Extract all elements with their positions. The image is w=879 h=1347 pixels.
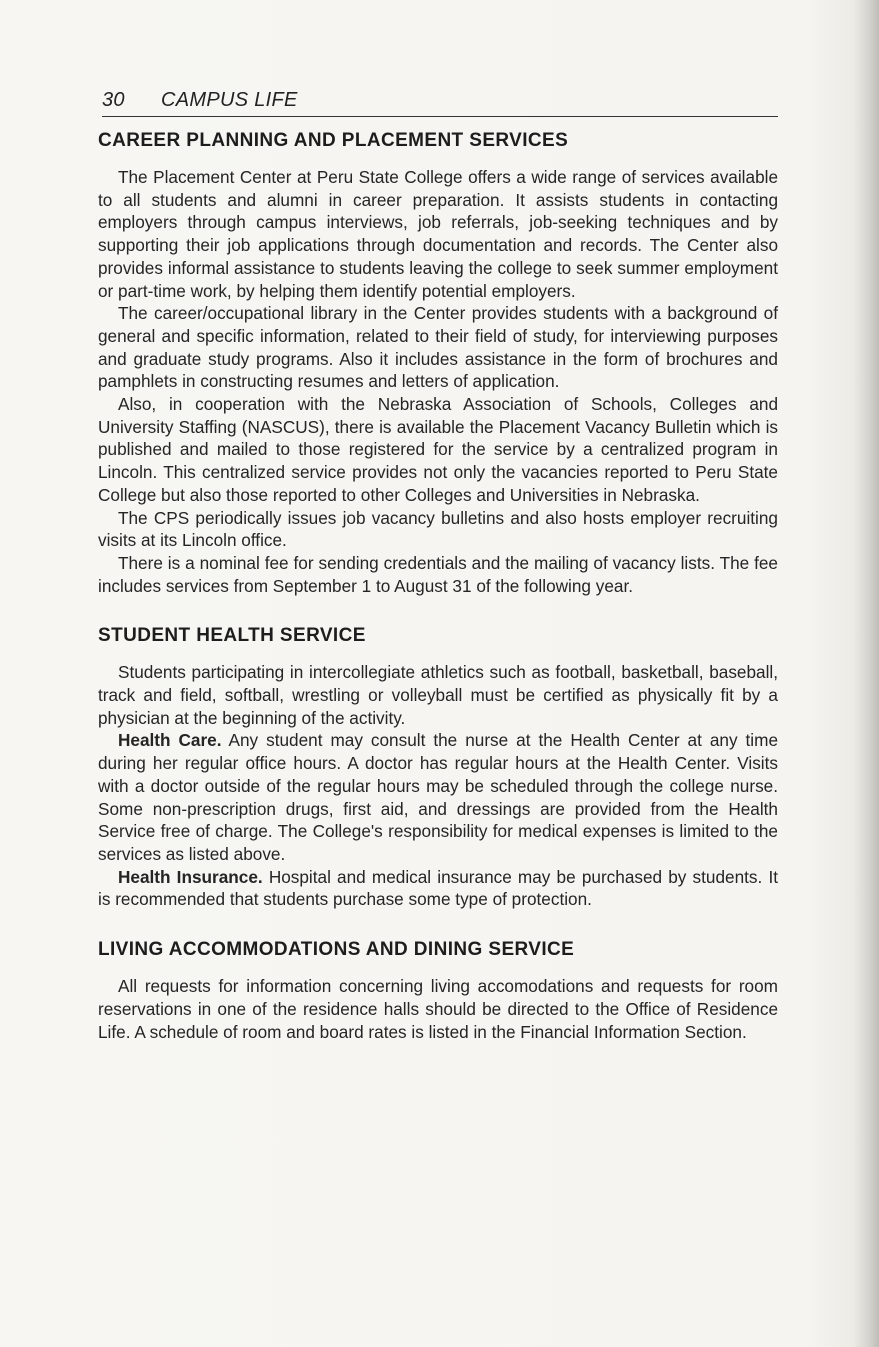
section-heading: CAREER PLANNING AND PLACEMENT SERVICES: [98, 130, 569, 151]
paragraph: The Placement Center at Peru State College offers a wide range of services available to all students and alumni in career preparation. It assists students in contacting employers through campus interviews, job referrals, job-seeking techniques and by supporting their job applications through documentation and records. The Center also provides informal assistance to students leaving the college to seek summer employment or part-time work, by helping them identify potential employers.: [98, 167, 778, 301]
section-heading: LIVING ACCOMMODATIONS AND DINING SERVICE: [98, 939, 575, 961]
paragraph: There is a nominal fee for sending credentials and the mailing of vacancy lists. The fee includes services from September 1 to August 31 of the following year.: [98, 552, 778, 596]
section-student-health: [98, 623, 778, 911]
paragraph: The CPS periodically issues job vacancy bulletins and also hosts employer recruiting visits at its Lincoln office.: [98, 507, 778, 551]
running-head: CAMPUS LIFE: [161, 89, 298, 111]
run-in-heading: Health Care.: [118, 730, 222, 751]
paragraph: Students participating in intercollegiate athletics such as football, basketball, baseball, track and field, softball, wrestling or volleyball must be certified as physically fit by a physician at the beginning of the activity.: [98, 662, 778, 728]
paragraph: The career/occupational library in the Center provides students with a background of general and specific information, related to their field of study, for interviewing purposes and graduate study programs. Also it includes assistance in the form of brochures and pamphlets in constructing resumes and letters of application.: [98, 303, 778, 392]
paragraph: [98, 866, 778, 911]
page-content: [98, 128, 778, 1069]
paragraph: Also, in cooperation with the Nebraska Association of Schools, Colleges and University Staffing (NASCUS), there is available the Placement Vacancy Bulletin which is published and mailed to those registered for the service by a centralized program in Lincoln. This centralized service provides not only the vacancies reported to Peru State College but also those reported to other Colleges and Universities in Nebraska.: [98, 394, 778, 505]
paragraph-body: Any student may consult the nurse at the Health Center at any time during her regular office hours. A doctor has regular hours at the Health Center. Visits with a doctor outside of the regular hours may be scheduled through the college nurse. Some non-prescription drugs, first aid, and dressings are provided from the Health Service free of charge. The College's responsibility for medical expenses is limited to the services as listed above.: [98, 730, 779, 864]
paragraph: [98, 729, 778, 865]
paragraph: All requests for information concerning living accomodations and requests for room reservations in one of the residence halls should be directed to the Office of Residence Life. A schedule of room and board rates is listed in the Financial Information Section.: [98, 976, 778, 1042]
section-career-planning: [98, 128, 778, 597]
page-header: [102, 88, 778, 117]
section-living-accommodations: [98, 937, 778, 1043]
section-heading: STUDENT HEALTH SERVICE: [98, 625, 366, 647]
page-edge-shadow: [853, 0, 879, 1347]
run-in-heading: Health Insurance.: [118, 866, 263, 887]
page-number: 30: [102, 89, 125, 111]
paragraph-body: Hospital and medical insurance may be purchased by students. It is recommended that students purchase some type of protection.: [98, 866, 778, 910]
